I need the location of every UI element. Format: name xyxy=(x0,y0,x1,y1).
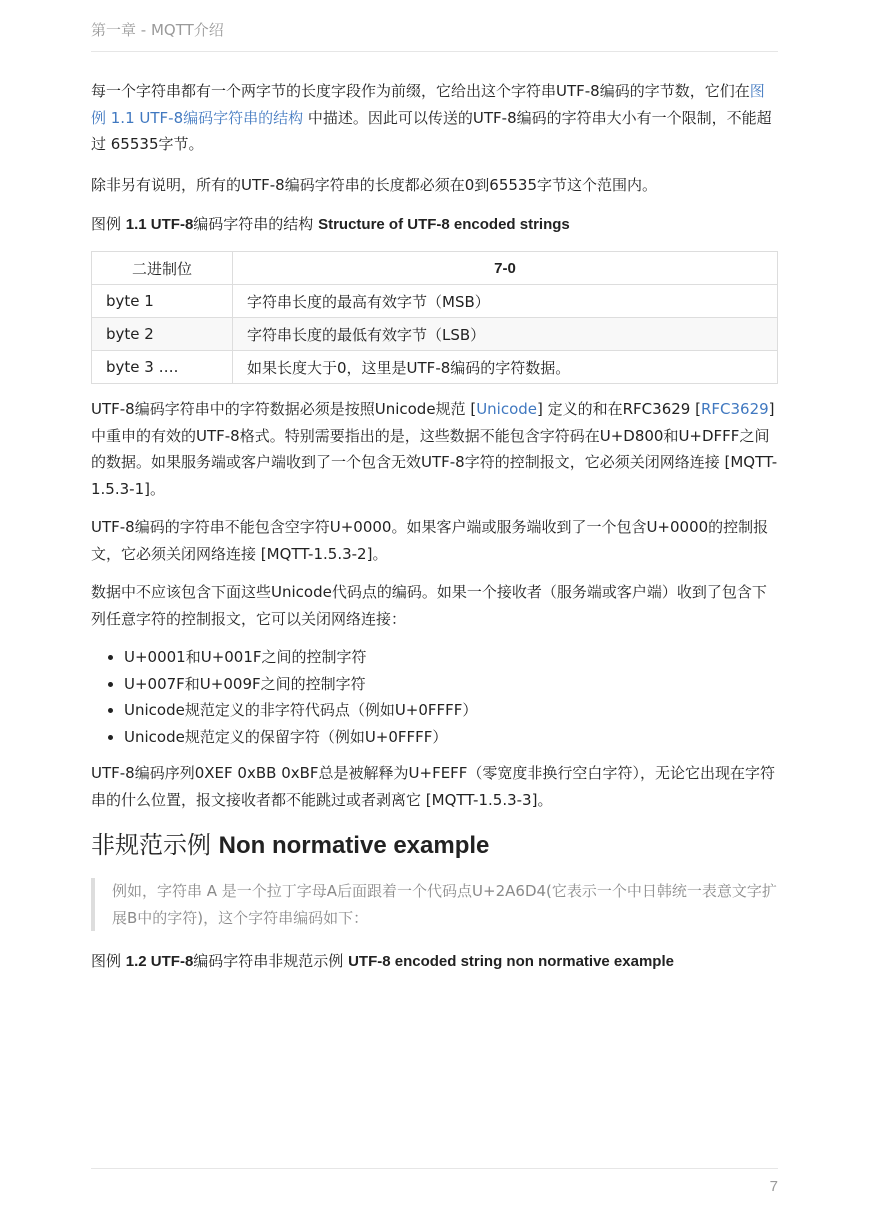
paragraph-null-char: UTF-8编码的字符串不能包含空字符U+0000。如果客户端或服务端收到了一个包含U+0000的控制报文，它必须关闭网络连接 [MQTT-1.5.3-2]。 xyxy=(91,518,769,563)
table-cell-desc: 字符串长度的最高有效字节（MSB） xyxy=(233,285,778,318)
caption-prefix: 图例 xyxy=(91,952,126,970)
code-point-list xyxy=(91,644,778,750)
list-item: • Unicode规范定义的保留字符（例如U+0FFFF） xyxy=(124,724,778,751)
section-heading-en: Non normative example xyxy=(218,832,490,859)
page-header xyxy=(91,18,778,52)
paragraph-text: ] 定义的和在RFC3629 [ xyxy=(537,400,701,418)
list-item: • U+007F和U+009F之间的控制字符 xyxy=(124,671,778,698)
table-row xyxy=(92,318,778,351)
header-title: 第一章 - MQTT介绍 xyxy=(91,21,224,39)
page-number: 7 xyxy=(769,1178,778,1195)
table-row xyxy=(92,285,778,318)
table-header-bit: 二进制位 xyxy=(92,252,233,285)
table-header-bits-range: 7-0 xyxy=(233,252,778,285)
paragraph-length-prefix xyxy=(91,78,778,158)
paragraph-length-range: 除非另有说明，所有的UTF-8编码字符串的长度都必须在0到65535字节这个范围内。 xyxy=(91,175,657,194)
caption-cn-title: 编码字符串非规范示例 xyxy=(193,952,349,970)
table-cell-byte: byte 2 xyxy=(92,318,233,351)
caption-cn-title: 编码字符串的结构 xyxy=(193,215,319,233)
caption-number: 1.1 UTF-8 xyxy=(125,216,194,233)
caption-en-title: UTF-8 encoded string non normative example xyxy=(348,953,674,970)
example-quote: 例如，字符串 A 是一个拉丁字母A后面跟着一个代码点U+2A6D4(它表示一个中日韩统一表意文字扩展B中的字符)，这个字符串编码如下： xyxy=(91,878,778,931)
paragraph-bom: UTF-8编码序列0XEF 0xBB 0xBF总是被解释为U+FEFF（零宽度非换行空白字符），无论它出现在字符串的什么位置，报文接收者都不能跳过或者剥离它 [MQTT-1.5.3-3]。 xyxy=(91,764,775,809)
table-cell-byte: byte 1 xyxy=(92,285,233,318)
rfc3629-reference-link[interactable]: RFC3629 xyxy=(700,400,769,418)
paragraph-text: ] 中重申的有效的UTF-8格式。特别需要指出的是，这些数据不能包含字符码在U+D800和U+DFFF之间的数据。如果服务端或客户端收到了一个包含无效UTF-8字符的控制报文，它必须关闭网络连接 [MQTT-1.5.3-1]。 xyxy=(91,400,778,498)
section-heading-cn: 非规范示例 xyxy=(91,831,219,859)
figure-1-1-link[interactable]: 图例 1.1 UTF-8编码字符串的结构 xyxy=(91,82,765,127)
figure-caption-1-1 xyxy=(91,212,778,237)
section-heading xyxy=(91,827,778,864)
page-footer-divider xyxy=(91,1168,778,1169)
list-item: • U+0001和U+001F之间的控制字符 xyxy=(124,644,778,671)
paragraph-code-points: 数据中不应该包含下面这些Unicode代码点的编码。如果一个接收者（服务端或客户端）收到了包含下列任意字符的控制报文，它可以关闭网络连接： xyxy=(91,583,767,628)
table-cell-byte: byte 3 …. xyxy=(92,351,233,384)
paragraph-valid-utf8 xyxy=(91,396,778,502)
paragraph-text: 每一个字符串都有一个两字节的长度字段作为前缀，它给出这个字符串UTF-8编码的字节数，它们在 xyxy=(91,82,750,100)
list-item: • Unicode规范定义的非字符代码点（例如U+0FFFF） xyxy=(124,697,778,724)
caption-prefix: 图例 xyxy=(91,215,126,233)
table-header-row xyxy=(92,252,778,285)
paragraph-text: UTF-8编码字符串中的字符数据必须是按照Unicode规范 [ xyxy=(91,400,477,418)
paragraph-text: 中描述。因此可以传送的UTF-8编码的字符串大小有一个限制，不能超过 65535字节。 xyxy=(91,108,772,153)
table-cell-desc: 如果长度大于0，这里是UTF-8编码的字符数据。 xyxy=(233,351,778,384)
table-row xyxy=(92,351,778,384)
caption-en-title: Structure of UTF-8 encoded strings xyxy=(318,216,570,233)
utf8-structure-table xyxy=(91,251,778,384)
figure-caption-1-2 xyxy=(91,949,778,974)
main-content xyxy=(91,78,778,988)
table-cell-desc: 字符串长度的最低有效字节（LSB） xyxy=(233,318,778,351)
caption-number: 1.2 UTF-8 xyxy=(125,953,194,970)
unicode-reference-link[interactable]: Unicode xyxy=(476,400,538,418)
